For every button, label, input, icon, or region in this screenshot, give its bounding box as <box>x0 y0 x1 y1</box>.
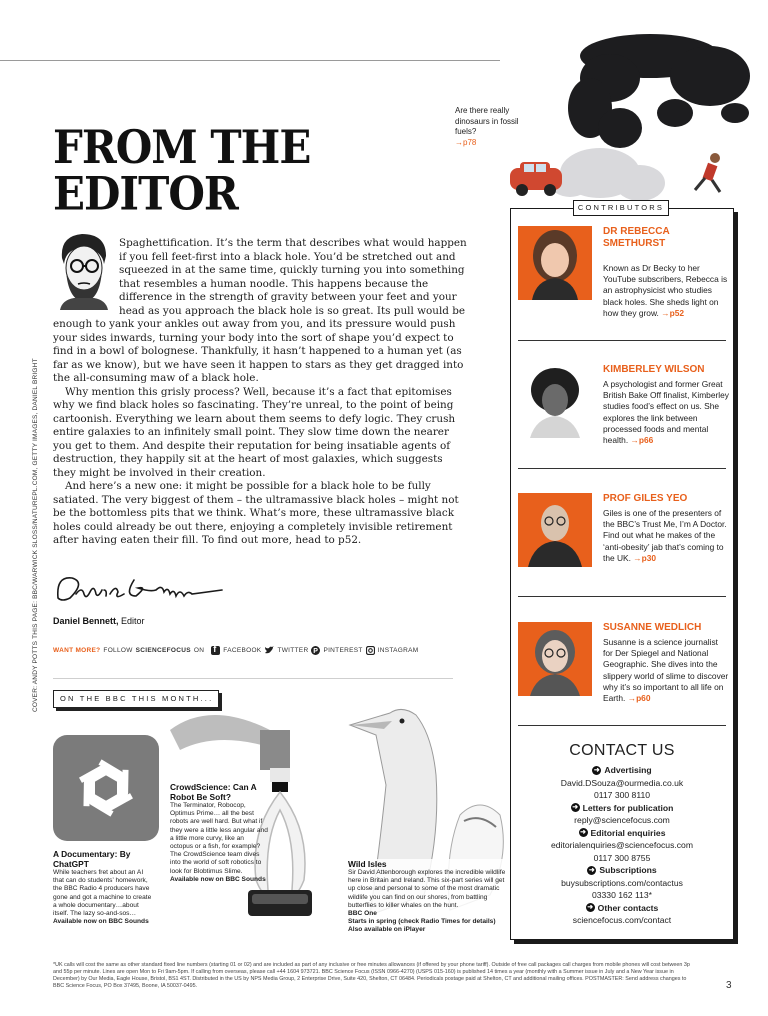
pinterest-link[interactable]: PINTEREST <box>323 647 363 654</box>
editor-role: Editor <box>118 616 145 626</box>
twitter-icon[interactable] <box>264 646 274 655</box>
bbc-item-availability: Available now on BBC Sounds <box>170 875 266 883</box>
contributor-photo <box>518 226 592 300</box>
letter-paragraph-3: And here’s a new one: it might be possible for a black hole to be fully satiated. The very biggest of them – the ultramassive black holes – might not be the bottomless pits that we think. What’s more, these ultramassive black holes could already be out there, enjoying a completely invisible retirement after having eaten their fill. To find out more, head to p52. <box>53 480 459 546</box>
cover-blurb-ref[interactable]: →p78 <box>455 137 477 147</box>
editor-letter <box>53 237 467 548</box>
contact-editorial-heading <box>518 827 726 840</box>
contributor-bio-text: Known as Dr Becky to her YouTube subscribers, Rebecca is an astrophysicist who studies black holes. She sheds light on how they grow. <box>603 263 728 318</box>
contributor-name: KIMBERLEY WILSON <box>603 364 705 375</box>
contributor-divider <box>518 468 726 469</box>
follow-label: FOLLOW <box>103 647 133 654</box>
contact-subscriptions-label: Subscriptions <box>599 865 657 875</box>
openai-logo-icon <box>53 735 159 841</box>
contact-advertising-label: Advertising <box>604 765 652 775</box>
cover-blurb-text: Are there really dinosaurs in fossil fuels? <box>455 106 519 136</box>
contact-letters-label: Letters for publication <box>582 802 674 813</box>
arrow-circle-icon: ➜ <box>572 804 579 812</box>
arrow-circle-icon: ➜ <box>580 829 586 837</box>
page-number: 3 <box>726 980 732 991</box>
bbc-item-wild-isles[interactable] <box>348 859 508 935</box>
contributor-page-ref[interactable]: →p66 <box>630 435 654 446</box>
contact-subscriptions-heading <box>518 864 726 877</box>
contributor-bio <box>603 263 729 319</box>
bbc-item-channel: BBC One <box>348 910 377 918</box>
contact-editorial-email[interactable]: editorialenquiries@sciencefocus.com <box>551 840 693 850</box>
bbc-section-label: ON THE BBC THIS MONTH... <box>53 690 219 708</box>
letter-paragraph-1 <box>53 237 467 386</box>
contact-advertising-email[interactable]: David.DSouza@ourmedia.co.uk <box>560 777 684 788</box>
want-more-label: WANT MORE? <box>53 647 101 654</box>
bbc-item-title: A Documentary: By ChatGPT <box>53 849 131 869</box>
editor-name: Daniel Bennett, <box>53 616 119 626</box>
bbc-item-availability: Starts in spring (check Radio Times for details) <box>348 918 496 926</box>
contact-other-heading <box>518 902 726 915</box>
letter-paragraph-1-text: Spaghettification. It’s the term that describes what would happen if you fell feet-first into a black hole. You’d be stretched out and squeezed in at the same time, quickly turning you into something that resembles a human noodle. This happens because the difference in the strength of gravity between your feet and your head as you approach the black hole is so great. Its pull would be enough to yank your ankles out away from you, and its pressure would push your sides inwards, turning your body into the sort of shape you’d expect to find in a bowl of bolognese. Thankfully, it hasn’t happened to a human yet (as far as we know), but we have seen it happen to stars as they get dragged into the all-consuming maw of a black hole. <box>53 237 467 384</box>
bbc-item-title: CrowdScience: Can A Robot Be Soft? <box>170 782 257 802</box>
contributor-page-ref[interactable]: →p52 <box>661 307 685 318</box>
bbc-item-iplayer: Also available on iPlayer <box>348 926 426 934</box>
cover-illustration <box>500 18 768 204</box>
contributor-page-ref[interactable]: →p60 <box>627 693 651 704</box>
arrow-circle-icon: ➜ <box>588 866 595 874</box>
contact-advertising-phone[interactable]: 0117 300 8110 <box>593 790 651 800</box>
top-rule <box>0 60 500 61</box>
photo-credit: COVER: ANDY POTTS THIS PAGE: BBC/WARWICK SLOSS/NATUREPL.COM, GETTY IMAGES, DANIEL BRIGHT <box>32 358 39 712</box>
contributor-bio <box>603 508 729 564</box>
contributor-bio <box>603 637 729 704</box>
contact-other-label: Other contacts <box>597 902 659 913</box>
bbc-item-title: Wild Isles <box>348 859 387 869</box>
bbc-item-availability: Available now on BBC Sounds <box>53 918 149 926</box>
footnote: *UK calls will cost the same as other standard fixed line numbers (starting 01 or 02) and are included as part of any inclusive or free minutes allowances (if offered by your phone tariff). Outside of free call packages call charges from mobile phones will cost between 3p and 55p per minute. Lines are open Mon to Fri 9am-5pm. If calling from overseas, please call +44 1604 973721. BBC Science Focus (ISSN 0966-4270) (USPS 015-160) is published 14 times a year (monthly with a Summer issue in July and a New Year issue in December) by Our Media, Eagle House, Bristol, BS1 4ST. Distributed in the US by NPS Media Group, 2 Enterprise Drive, Suite 420, Shelton, CT 06484. Periodicals postage paid at Shelton, CT and additional mailing offices. POSTMASTER: Send address changes to BBC Science Focus, PO Box 37495, Boone, IA 50037-0495. <box>53 962 690 989</box>
contributor-name: DR REBECCA SMETHURST <box>603 226 670 249</box>
contributor-divider <box>518 725 726 726</box>
arrow-circle-icon: ➜ <box>593 766 600 774</box>
contact-other-url[interactable]: sciencefocus.com/contact <box>572 915 672 925</box>
on-label: ON <box>193 647 205 654</box>
contributor-bio <box>603 379 729 446</box>
page-title-line-1: FROM THE <box>53 120 311 174</box>
instagram-icon[interactable] <box>366 646 375 655</box>
contact-us-section <box>518 740 726 927</box>
contact-letters-heading <box>518 802 726 815</box>
page-title-line-2: EDITOR <box>53 167 238 221</box>
twitter-link[interactable]: TWITTER <box>277 647 309 654</box>
pinterest-icon[interactable] <box>311 646 320 655</box>
contributors-label: CONTRIBUTORS <box>573 200 669 216</box>
contributor-bio-text: Giles is one of the presenters of the BBC’s Trust Me, I’m A Doctor. Find out what he makes of the ‘anti-obesity’ jab that’s coming to the UK. <box>603 508 727 563</box>
contact-advertising-heading <box>518 764 726 777</box>
arrow-circle-icon: ➜ <box>587 904 594 912</box>
facebook-icon[interactable] <box>211 646 220 655</box>
contact-subscriptions-url[interactable]: buysubscriptions.com/contactus <box>561 877 683 888</box>
bbc-item-body: The Terminator, Robocop, Optimus Prime… all the best robots are well hard. But what if they were a little less angular and a little more curvy, like an octopus or a fish, for example? The CrowdScience team dives into the world of soft robotics to look for Blobtimus Slime. <box>170 802 268 875</box>
contact-letters-email[interactable]: reply@sciencefocus.com <box>574 815 670 825</box>
bbc-item-crowdscience[interactable] <box>170 782 268 884</box>
bbc-item-chatgpt[interactable] <box>53 849 153 926</box>
editor-signature <box>52 568 232 608</box>
section-divider <box>53 678 453 679</box>
contact-title: CONTACT US <box>569 742 675 759</box>
contact-editorial-phone[interactable]: 0117 300 8755 <box>593 852 651 863</box>
contributor-bio-text: A psychologist and former Great British Bake Off finalist, Kimberley studies food’s effect on us. She explores the link between processed foods and mental health. <box>603 379 729 446</box>
contributor-bio-text: Susanne is a science journalist for Der Spiegel and National Geographic. She dives into the slippery world of slime to discover why it’s so important to all life on Earth. <box>603 637 729 704</box>
page-title <box>53 120 353 221</box>
contributor-page-ref[interactable]: →p30 <box>633 552 657 563</box>
social-follow-bar <box>53 646 418 655</box>
instagram-link[interactable]: INSTAGRAM <box>377 647 419 654</box>
portrait-wrap-space <box>53 237 119 311</box>
contributor-photo <box>518 364 592 438</box>
contributor-name: PROF GILES YEO <box>603 493 688 504</box>
contributor-name: SUSANNE WEDLICH <box>603 622 702 633</box>
cover-blurb[interactable] <box>455 106 525 148</box>
letter-paragraph-2: Why mention this grisly process? Well, because it’s a fact that epitomises why we find black holes so fascinating. They’re unreal, to the point of being cartoonish. Everything we learn about them seems to defy logic. They crush entire galaxies to an infinitely small point. They slow time down the nearer you get to them. And despite their reputation for being insatiable agents of destruction, they happily sit at the heart of most galaxies, which suggests they might be involved in their creation. <box>53 385 456 479</box>
contact-editorial-label: Editorial enquiries <box>590 827 666 838</box>
bbc-item-body: Sir David Attenborough explores the incredible wildlife here in Britain and Ireland. This six-part series will get up close and personal to some of the most dramatic wildlife you can find on our shores, from battling butterflies to killer whales on the hunt. <box>348 869 506 909</box>
contributor-photo <box>518 493 592 567</box>
svg-text:P: P <box>313 648 319 655</box>
editor-signoff <box>53 616 145 626</box>
contributor-divider <box>518 340 726 341</box>
contributor-photo <box>518 622 592 696</box>
brand-handle: SCIENCEFOCUS <box>135 647 191 654</box>
contributor-divider <box>518 596 726 597</box>
chatgpt-tile <box>53 735 159 841</box>
bbc-item-body: While teachers fret about an AI that can do students’ homework, the BBC Radio 4 producers have gone and got a machine to create a whole documentary…about itself. The lazy so-and-sos… <box>53 869 152 918</box>
facebook-link[interactable]: FACEBOOK <box>223 647 262 654</box>
contact-subscriptions-phone[interactable]: 03330 162 113* <box>591 890 653 900</box>
